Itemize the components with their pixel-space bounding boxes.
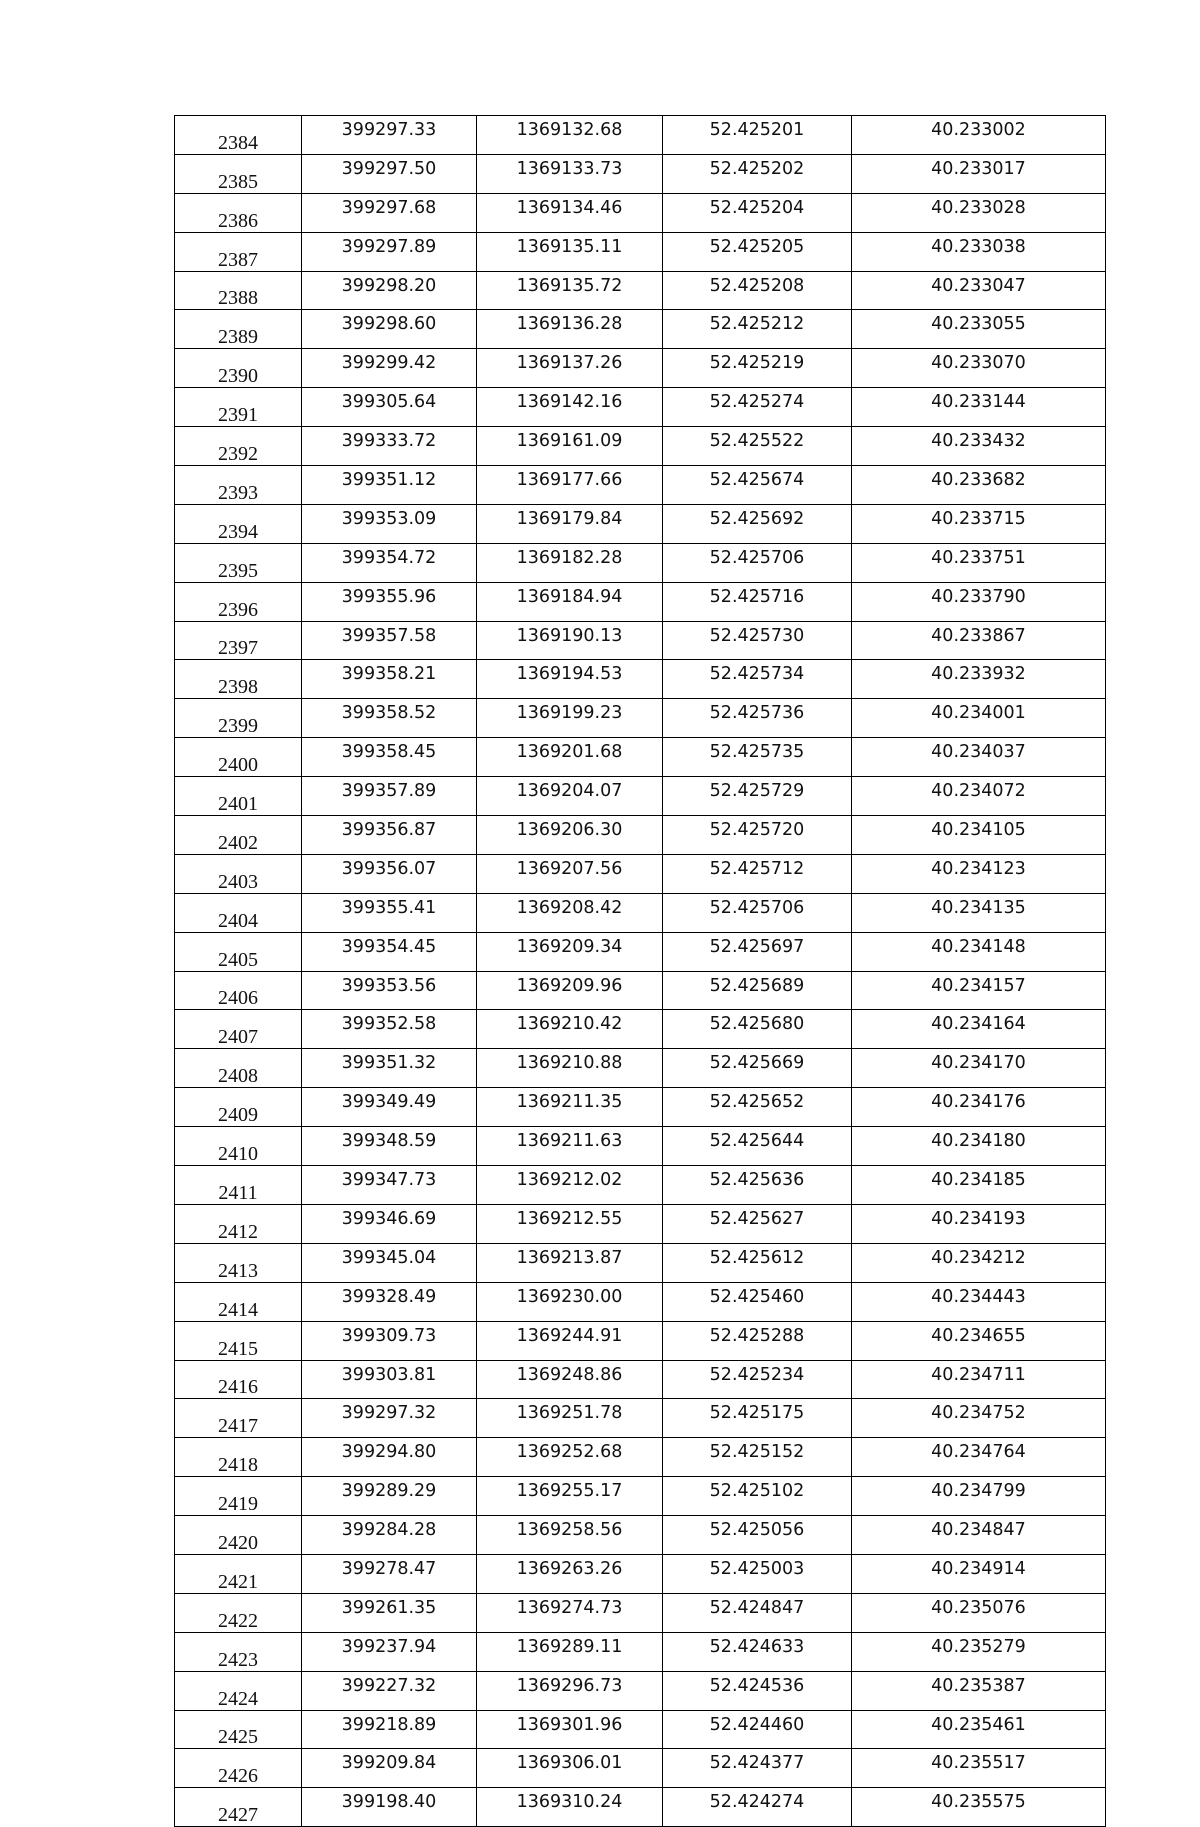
longitude-cell: 40.234148 (852, 932, 1106, 971)
y-coordinate-cell: 1369230.00 (477, 1282, 663, 1321)
table-row (175, 116, 1106, 155)
y-coordinate-cell: 1369135.11 (477, 232, 663, 271)
x-coordinate-cell: 399328.49 (302, 1282, 477, 1321)
y-coordinate-cell: 1369184.94 (477, 582, 663, 621)
table-row (175, 1166, 1106, 1205)
x-coordinate-cell: 399358.21 (302, 660, 477, 699)
longitude-cell: 40.234655 (852, 1321, 1106, 1360)
latitude-cell: 52.424274 (663, 1788, 852, 1827)
longitude-cell: 40.235575 (852, 1788, 1106, 1827)
y-coordinate-cell: 1369310.24 (477, 1788, 663, 1827)
y-coordinate-cell: 1369252.68 (477, 1438, 663, 1477)
y-coordinate-cell: 1369289.11 (477, 1632, 663, 1671)
latitude-cell: 52.425636 (663, 1166, 852, 1205)
y-coordinate-cell: 1369134.46 (477, 193, 663, 232)
point-number-cell: 2396 (175, 582, 302, 621)
y-coordinate-cell: 1369177.66 (477, 466, 663, 505)
y-coordinate-cell: 1369208.42 (477, 893, 663, 932)
point-number-cell: 2420 (175, 1516, 302, 1555)
y-coordinate-cell: 1369199.23 (477, 699, 663, 738)
table-row (175, 1632, 1106, 1671)
longitude-cell: 40.235461 (852, 1710, 1106, 1749)
longitude-cell: 40.234752 (852, 1399, 1106, 1438)
table-row (175, 1554, 1106, 1593)
latitude-cell: 52.425627 (663, 1204, 852, 1243)
latitude-cell: 52.425674 (663, 466, 852, 505)
table-row (175, 271, 1106, 310)
longitude-cell: 40.233932 (852, 660, 1106, 699)
point-number-cell: 2417 (175, 1399, 302, 1438)
table-row (175, 971, 1106, 1010)
longitude-cell: 40.234847 (852, 1516, 1106, 1555)
point-number-cell: 2386 (175, 193, 302, 232)
longitude-cell: 40.234072 (852, 777, 1106, 816)
point-number-cell: 2424 (175, 1671, 302, 1710)
x-coordinate-cell: 399298.60 (302, 310, 477, 349)
latitude-cell: 52.425706 (663, 893, 852, 932)
point-number-cell: 2392 (175, 427, 302, 466)
point-number-cell: 2404 (175, 893, 302, 932)
y-coordinate-cell: 1369209.96 (477, 971, 663, 1010)
table-row (175, 1710, 1106, 1749)
table-row (175, 777, 1106, 816)
longitude-cell: 40.234193 (852, 1204, 1106, 1243)
y-coordinate-cell: 1369201.68 (477, 738, 663, 777)
longitude-cell: 40.233070 (852, 349, 1106, 388)
x-coordinate-cell: 399297.32 (302, 1399, 477, 1438)
latitude-cell: 52.425689 (663, 971, 852, 1010)
x-coordinate-cell: 399349.49 (302, 1088, 477, 1127)
latitude-cell: 52.425201 (663, 116, 852, 155)
y-coordinate-cell: 1369204.07 (477, 777, 663, 816)
x-coordinate-cell: 399354.72 (302, 543, 477, 582)
x-coordinate-cell: 399237.94 (302, 1632, 477, 1671)
table-row (175, 1788, 1106, 1827)
point-number-cell: 2397 (175, 621, 302, 660)
latitude-cell: 52.425460 (663, 1282, 852, 1321)
longitude-cell: 40.234164 (852, 1010, 1106, 1049)
y-coordinate-cell: 1369213.87 (477, 1243, 663, 1282)
y-coordinate-cell: 1369190.13 (477, 621, 663, 660)
point-number-cell: 2414 (175, 1282, 302, 1321)
y-coordinate-cell: 1369132.68 (477, 116, 663, 155)
point-number-cell: 2405 (175, 932, 302, 971)
latitude-cell: 52.425720 (663, 816, 852, 855)
point-number-cell: 2425 (175, 1710, 302, 1749)
y-coordinate-cell: 1369142.16 (477, 388, 663, 427)
table-row (175, 466, 1106, 505)
longitude-cell: 40.234212 (852, 1243, 1106, 1282)
point-number-cell: 2394 (175, 504, 302, 543)
y-coordinate-cell: 1369212.55 (477, 1204, 663, 1243)
x-coordinate-cell: 399294.80 (302, 1438, 477, 1477)
x-coordinate-cell: 399309.73 (302, 1321, 477, 1360)
latitude-cell: 52.425652 (663, 1088, 852, 1127)
longitude-cell: 40.234711 (852, 1360, 1106, 1399)
latitude-cell: 52.425202 (663, 154, 852, 193)
point-number-cell: 2401 (175, 777, 302, 816)
latitude-cell: 52.425152 (663, 1438, 852, 1477)
x-coordinate-cell: 399289.29 (302, 1477, 477, 1516)
table-row (175, 893, 1106, 932)
y-coordinate-cell: 1369206.30 (477, 816, 663, 855)
y-coordinate-cell: 1369296.73 (477, 1671, 663, 1710)
table-row (175, 1438, 1106, 1477)
y-coordinate-cell: 1369274.73 (477, 1593, 663, 1632)
point-number-cell: 2410 (175, 1127, 302, 1166)
latitude-cell: 52.425288 (663, 1321, 852, 1360)
latitude-cell: 52.425644 (663, 1127, 852, 1166)
point-number-cell: 2390 (175, 349, 302, 388)
point-number-cell: 2399 (175, 699, 302, 738)
table-row (175, 1516, 1106, 1555)
coordinates-table-body (175, 116, 1106, 1827)
latitude-cell: 52.425056 (663, 1516, 852, 1555)
latitude-cell: 52.425736 (663, 699, 852, 738)
latitude-cell: 52.425669 (663, 1049, 852, 1088)
y-coordinate-cell: 1369210.88 (477, 1049, 663, 1088)
point-number-cell: 2400 (175, 738, 302, 777)
y-coordinate-cell: 1369133.73 (477, 154, 663, 193)
table-row (175, 349, 1106, 388)
longitude-cell: 40.233432 (852, 427, 1106, 466)
longitude-cell: 40.233867 (852, 621, 1106, 660)
longitude-cell: 40.233751 (852, 543, 1106, 582)
latitude-cell: 52.425212 (663, 310, 852, 349)
x-coordinate-cell: 399218.89 (302, 1710, 477, 1749)
longitude-cell: 40.234135 (852, 893, 1106, 932)
x-coordinate-cell: 399356.07 (302, 854, 477, 893)
x-coordinate-cell: 399357.58 (302, 621, 477, 660)
point-number-cell: 2391 (175, 388, 302, 427)
longitude-cell: 40.235279 (852, 1632, 1106, 1671)
y-coordinate-cell: 1369209.34 (477, 932, 663, 971)
point-number-cell: 2418 (175, 1438, 302, 1477)
longitude-cell: 40.233002 (852, 116, 1106, 155)
latitude-cell: 52.425706 (663, 543, 852, 582)
x-coordinate-cell: 399348.59 (302, 1127, 477, 1166)
longitude-cell: 40.234914 (852, 1554, 1106, 1593)
latitude-cell: 52.425734 (663, 660, 852, 699)
latitude-cell: 52.425612 (663, 1243, 852, 1282)
longitude-cell: 40.234037 (852, 738, 1106, 777)
point-number-cell: 2415 (175, 1321, 302, 1360)
table-row (175, 1477, 1106, 1516)
longitude-cell: 40.234170 (852, 1049, 1106, 1088)
point-number-cell: 2426 (175, 1749, 302, 1788)
longitude-cell: 40.234764 (852, 1438, 1106, 1477)
longitude-cell: 40.235517 (852, 1749, 1106, 1788)
point-number-cell: 2412 (175, 1204, 302, 1243)
table-row (175, 738, 1106, 777)
point-number-cell: 2387 (175, 232, 302, 271)
x-coordinate-cell: 399353.09 (302, 504, 477, 543)
x-coordinate-cell: 399227.32 (302, 1671, 477, 1710)
x-coordinate-cell: 399261.35 (302, 1593, 477, 1632)
point-number-cell: 2389 (175, 310, 302, 349)
table-row (175, 388, 1106, 427)
y-coordinate-cell: 1369161.09 (477, 427, 663, 466)
point-number-cell: 2427 (175, 1788, 302, 1827)
table-row (175, 1204, 1106, 1243)
point-number-cell: 2416 (175, 1360, 302, 1399)
table-row (175, 699, 1106, 738)
y-coordinate-cell: 1369212.02 (477, 1166, 663, 1205)
latitude-cell: 52.424536 (663, 1671, 852, 1710)
x-coordinate-cell: 399355.96 (302, 582, 477, 621)
table-row (175, 427, 1106, 466)
y-coordinate-cell: 1369179.84 (477, 504, 663, 543)
point-number-cell: 2411 (175, 1166, 302, 1205)
x-coordinate-cell: 399299.42 (302, 349, 477, 388)
longitude-cell: 40.234185 (852, 1166, 1106, 1205)
table-row (175, 154, 1106, 193)
x-coordinate-cell: 399351.32 (302, 1049, 477, 1088)
y-coordinate-cell: 1369135.72 (477, 271, 663, 310)
latitude-cell: 52.424460 (663, 1710, 852, 1749)
y-coordinate-cell: 1369182.28 (477, 543, 663, 582)
x-coordinate-cell: 399358.45 (302, 738, 477, 777)
latitude-cell: 52.425003 (663, 1554, 852, 1593)
point-number-cell: 2423 (175, 1632, 302, 1671)
longitude-cell: 40.234176 (852, 1088, 1106, 1127)
x-coordinate-cell: 399209.84 (302, 1749, 477, 1788)
point-number-cell: 2385 (175, 154, 302, 193)
latitude-cell: 52.425522 (663, 427, 852, 466)
coordinates-table (174, 115, 1106, 1827)
table-row (175, 1010, 1106, 1049)
x-coordinate-cell: 399333.72 (302, 427, 477, 466)
x-coordinate-cell: 399354.45 (302, 932, 477, 971)
table-row (175, 816, 1106, 855)
table-row (175, 310, 1106, 349)
latitude-cell: 52.425729 (663, 777, 852, 816)
point-number-cell: 2403 (175, 854, 302, 893)
y-coordinate-cell: 1369207.56 (477, 854, 663, 893)
x-coordinate-cell: 399352.58 (302, 1010, 477, 1049)
y-coordinate-cell: 1369137.26 (477, 349, 663, 388)
longitude-cell: 40.234001 (852, 699, 1106, 738)
longitude-cell: 40.233790 (852, 582, 1106, 621)
table-row (175, 660, 1106, 699)
table-row (175, 1088, 1106, 1127)
x-coordinate-cell: 399356.87 (302, 816, 477, 855)
table-row (175, 1127, 1106, 1166)
x-coordinate-cell: 399297.89 (302, 232, 477, 271)
y-coordinate-cell: 1369251.78 (477, 1399, 663, 1438)
table-row (175, 854, 1106, 893)
point-number-cell: 2393 (175, 466, 302, 505)
latitude-cell: 52.425208 (663, 271, 852, 310)
x-coordinate-cell: 399297.50 (302, 154, 477, 193)
table-row (175, 1360, 1106, 1399)
point-number-cell: 2402 (175, 816, 302, 855)
x-coordinate-cell: 399297.68 (302, 193, 477, 232)
y-coordinate-cell: 1369244.91 (477, 1321, 663, 1360)
point-number-cell: 2407 (175, 1010, 302, 1049)
table-row (175, 1399, 1106, 1438)
point-number-cell: 2395 (175, 543, 302, 582)
longitude-cell: 40.234180 (852, 1127, 1106, 1166)
point-number-cell: 2422 (175, 1593, 302, 1632)
latitude-cell: 52.425205 (663, 232, 852, 271)
table-row (175, 1321, 1106, 1360)
table-row (175, 1049, 1106, 1088)
point-number-cell: 2419 (175, 1477, 302, 1516)
point-number-cell: 2406 (175, 971, 302, 1010)
x-coordinate-cell: 399358.52 (302, 699, 477, 738)
longitude-cell: 40.233017 (852, 154, 1106, 193)
point-number-cell: 2388 (175, 271, 302, 310)
longitude-cell: 40.234799 (852, 1477, 1106, 1516)
latitude-cell: 52.424847 (663, 1593, 852, 1632)
latitude-cell: 52.425712 (663, 854, 852, 893)
longitude-cell: 40.235076 (852, 1593, 1106, 1632)
y-coordinate-cell: 1369210.42 (477, 1010, 663, 1049)
x-coordinate-cell: 399346.69 (302, 1204, 477, 1243)
longitude-cell: 40.234157 (852, 971, 1106, 1010)
table-row (175, 932, 1106, 971)
latitude-cell: 52.425234 (663, 1360, 852, 1399)
table-row (175, 193, 1106, 232)
table-row (175, 232, 1106, 271)
y-coordinate-cell: 1369306.01 (477, 1749, 663, 1788)
point-number-cell: 2408 (175, 1049, 302, 1088)
y-coordinate-cell: 1369211.35 (477, 1088, 663, 1127)
table-row (175, 504, 1106, 543)
table-row (175, 1749, 1106, 1788)
x-coordinate-cell: 399284.28 (302, 1516, 477, 1555)
latitude-cell: 52.424633 (663, 1632, 852, 1671)
longitude-cell: 40.233055 (852, 310, 1106, 349)
latitude-cell: 52.425219 (663, 349, 852, 388)
latitude-cell: 52.425175 (663, 1399, 852, 1438)
y-coordinate-cell: 1369211.63 (477, 1127, 663, 1166)
longitude-cell: 40.235387 (852, 1671, 1106, 1710)
latitude-cell: 52.425204 (663, 193, 852, 232)
y-coordinate-cell: 1369136.28 (477, 310, 663, 349)
longitude-cell: 40.234443 (852, 1282, 1106, 1321)
latitude-cell: 52.425716 (663, 582, 852, 621)
table-row (175, 582, 1106, 621)
table-row (175, 1243, 1106, 1282)
point-number-cell: 2421 (175, 1554, 302, 1593)
longitude-cell: 40.233682 (852, 466, 1106, 505)
table-row (175, 1282, 1106, 1321)
x-coordinate-cell: 399357.89 (302, 777, 477, 816)
latitude-cell: 52.425274 (663, 388, 852, 427)
y-coordinate-cell: 1369258.56 (477, 1516, 663, 1555)
latitude-cell: 52.425730 (663, 621, 852, 660)
longitude-cell: 40.234105 (852, 816, 1106, 855)
x-coordinate-cell: 399198.40 (302, 1788, 477, 1827)
table-row (175, 1593, 1106, 1632)
y-coordinate-cell: 1369194.53 (477, 660, 663, 699)
longitude-cell: 40.233144 (852, 388, 1106, 427)
x-coordinate-cell: 399347.73 (302, 1166, 477, 1205)
longitude-cell: 40.234123 (852, 854, 1106, 893)
latitude-cell: 52.425102 (663, 1477, 852, 1516)
latitude-cell: 52.424377 (663, 1749, 852, 1788)
latitude-cell: 52.425680 (663, 1010, 852, 1049)
x-coordinate-cell: 399305.64 (302, 388, 477, 427)
longitude-cell: 40.233028 (852, 193, 1106, 232)
point-number-cell: 2409 (175, 1088, 302, 1127)
longitude-cell: 40.233047 (852, 271, 1106, 310)
latitude-cell: 52.425697 (663, 932, 852, 971)
y-coordinate-cell: 1369248.86 (477, 1360, 663, 1399)
table-row (175, 1671, 1106, 1710)
point-number-cell: 2413 (175, 1243, 302, 1282)
x-coordinate-cell: 399303.81 (302, 1360, 477, 1399)
y-coordinate-cell: 1369301.96 (477, 1710, 663, 1749)
x-coordinate-cell: 399351.12 (302, 466, 477, 505)
point-number-cell: 2384 (175, 116, 302, 155)
y-coordinate-cell: 1369255.17 (477, 1477, 663, 1516)
table-row (175, 621, 1106, 660)
x-coordinate-cell: 399278.47 (302, 1554, 477, 1593)
longitude-cell: 40.233715 (852, 504, 1106, 543)
y-coordinate-cell: 1369263.26 (477, 1554, 663, 1593)
latitude-cell: 52.425692 (663, 504, 852, 543)
x-coordinate-cell: 399355.41 (302, 893, 477, 932)
point-number-cell: 2398 (175, 660, 302, 699)
x-coordinate-cell: 399353.56 (302, 971, 477, 1010)
x-coordinate-cell: 399345.04 (302, 1243, 477, 1282)
latitude-cell: 52.425735 (663, 738, 852, 777)
x-coordinate-cell: 399298.20 (302, 271, 477, 310)
x-coordinate-cell: 399297.33 (302, 116, 477, 155)
longitude-cell: 40.233038 (852, 232, 1106, 271)
table-row (175, 543, 1106, 582)
